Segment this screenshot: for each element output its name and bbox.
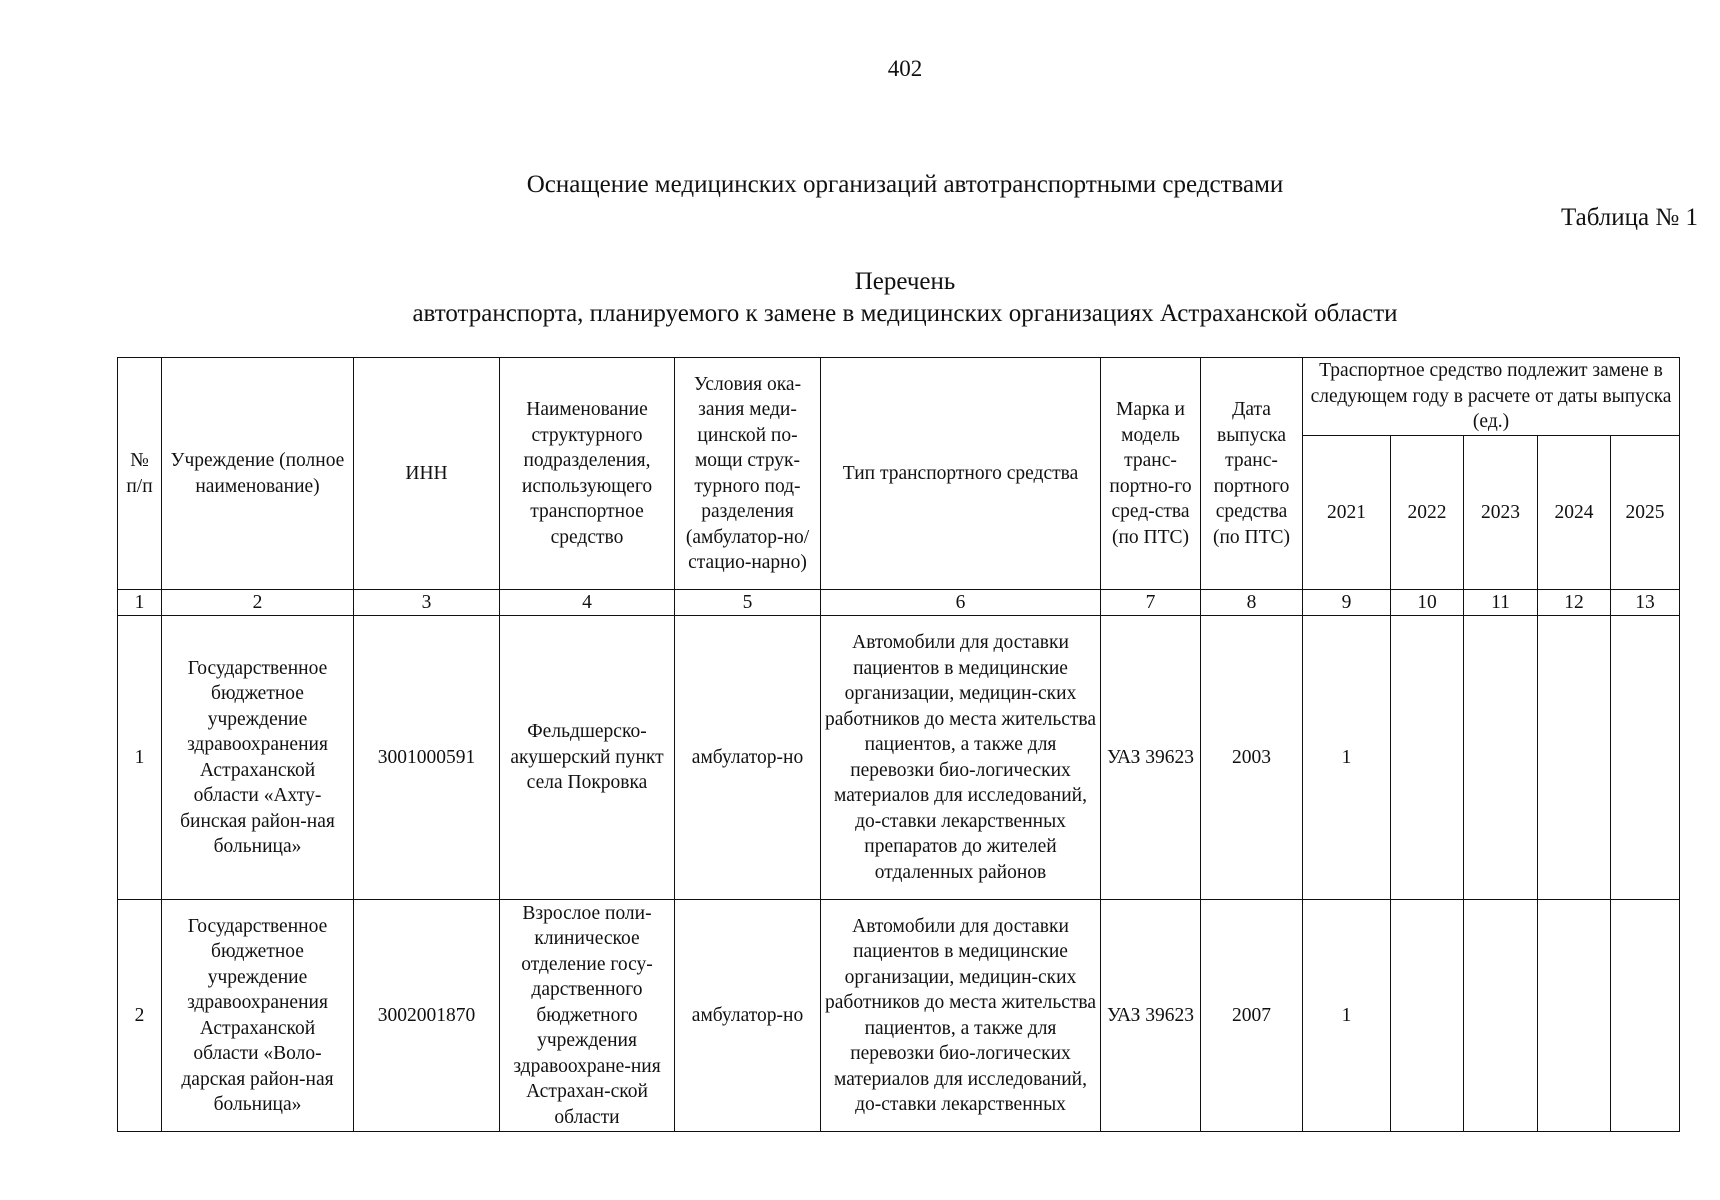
column-number: 3 <box>354 590 500 616</box>
header-release-date: Дата выпуска транс-портного средства (по ПТС) <box>1201 358 1303 590</box>
header-year-2023: 2023 <box>1464 436 1538 590</box>
cell-year-2023 <box>1464 616 1538 900</box>
cell-inn: 3002001870 <box>354 900 500 1132</box>
list-title-line-1: Перечень <box>854 268 956 295</box>
header-model: Марка и модель транс-портно-го сред-ства (по ПТС) <box>1101 358 1201 590</box>
cell-year-2024 <box>1538 616 1611 900</box>
cell-year-2024 <box>1538 900 1611 1132</box>
cell-model: УАЗ 39623 <box>1101 616 1201 900</box>
cell-year-2023 <box>1464 900 1538 1132</box>
cell-inn: 3001000591 <box>354 616 500 900</box>
header-institution: Учреждение (полное наименование) <box>162 358 354 590</box>
column-number: 5 <box>675 590 821 616</box>
vehicles-table <box>117 357 1680 1132</box>
cell-vehicle-type: Автомобили для доставки пациентов в медицинские организации, медицин-ских работников до места жительства пациентов, а также для перевозки био-логических материалов для исследований, до-ставки лекарственных <box>821 900 1101 1132</box>
cell-release-date: 2003 <box>1201 616 1303 900</box>
header-year-2021: 2021 <box>1303 436 1391 590</box>
header-year-2022: 2022 <box>1391 436 1464 590</box>
column-number: 7 <box>1101 590 1201 616</box>
cell-num: 1 <box>118 616 162 900</box>
header-vehicle-type: Тип транспортного средства <box>821 358 1101 590</box>
cell-subdivision: Взрослое поли-клиническое отделение госу-дарственного бюджетного учреждения здравоохране-ния Астрахан-ской области <box>500 900 675 1132</box>
cell-year-2022 <box>1391 900 1464 1132</box>
column-number: 10 <box>1391 590 1464 616</box>
column-number: 8 <box>1201 590 1303 616</box>
header-row-top <box>118 358 1680 436</box>
header-num: № п/п <box>118 358 162 590</box>
table-row <box>118 900 1680 1132</box>
column-number: 6 <box>821 590 1101 616</box>
list-title-line-2: автотранспорта, планируемого к замене в медицинских организациях Астраханской области <box>412 300 1398 327</box>
header-subdivision: Наименование структурного подразделения, использующего транспортное средство <box>500 358 675 590</box>
header-year-2024: 2024 <box>1538 436 1611 590</box>
cell-institution: Государственное бюджетное учреждение здравоохранения Астраханской области «Воло-дарская район-ная больница» <box>162 900 354 1132</box>
header-year-2025: 2025 <box>1611 436 1680 590</box>
column-number-row <box>118 590 1680 616</box>
cell-subdivision: Фельдшерско-акушерский пункт села Покровка <box>500 616 675 900</box>
cell-year-2025 <box>1611 616 1680 900</box>
header-replacement-group: Траспортное средство подлежит замене в следующем году в расчете от даты выпуска (ед.) <box>1303 358 1680 436</box>
cell-model: УАЗ 39623 <box>1101 900 1201 1132</box>
header-conditions: Условия ока-зания меди-цинской по-мощи струк-турного под-разделения (амбулатор-но/стацио-нарно) <box>675 358 821 590</box>
cell-year-2025 <box>1611 900 1680 1132</box>
list-title <box>0 266 1720 330</box>
cell-conditions: амбулатор-но <box>675 900 821 1132</box>
column-number: 4 <box>500 590 675 616</box>
cell-year-2022 <box>1391 616 1464 900</box>
cell-release-date: 2007 <box>1201 900 1303 1132</box>
page-number: 402 <box>887 56 923 81</box>
cell-year-2021: 1 <box>1303 616 1391 900</box>
table-label: Таблица № 1 <box>1560 204 1698 231</box>
column-number: 12 <box>1538 590 1611 616</box>
header-inn: ИНН <box>354 358 500 590</box>
cell-vehicle-type: Автомобили для доставки пациентов в медицинские организации, медицин-ских работников до места жительства пациентов, а также для перевозки био-логических материалов для исследований, до-ставки лекарственных препаратов до жителей отдаленных районов <box>821 616 1101 900</box>
column-number: 13 <box>1611 590 1680 616</box>
table-row <box>118 616 1680 900</box>
column-number: 11 <box>1464 590 1538 616</box>
document-title: Оснащение медицинских организаций автотранспортными средствами <box>526 171 1284 198</box>
cell-institution: Государственное бюджетное учреждение здравоохранения Астраханской области «Ахту-бинская район-ная больница» <box>162 616 354 900</box>
cell-year-2021: 1 <box>1303 900 1391 1132</box>
column-number: 2 <box>162 590 354 616</box>
cell-num: 2 <box>118 900 162 1132</box>
cell-conditions: амбулатор-но <box>675 616 821 900</box>
column-number: 1 <box>118 590 162 616</box>
column-number: 9 <box>1303 590 1391 616</box>
